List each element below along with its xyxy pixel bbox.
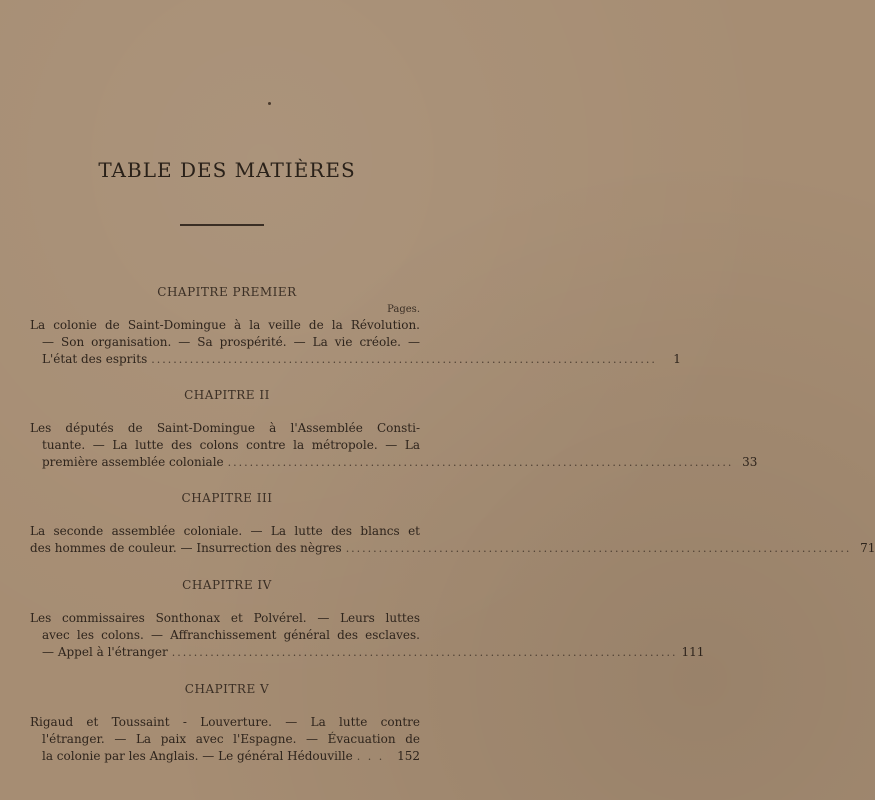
entry-line: l'étranger. — La paix avec l'Espagne. — Évacuation de bbox=[42, 732, 420, 746]
ink-speck bbox=[268, 102, 271, 105]
entry-line: La seconde assemblée coloniale. — La lutte des blancs et bbox=[30, 524, 420, 538]
title-rule bbox=[180, 224, 264, 226]
entry-line: Les commissaires Sonthonax et Polvérel. — Leurs luttes bbox=[30, 611, 420, 625]
page-number: 33 bbox=[742, 455, 758, 469]
page-title: TABLE DES MATIÈRES bbox=[98, 158, 356, 182]
page-number: 71 bbox=[860, 541, 875, 555]
chapter-entry bbox=[30, 317, 681, 368]
pages-column-label: Pages. bbox=[387, 304, 420, 315]
entry-line: — Appel à l'étranger bbox=[42, 645, 168, 659]
chapter-entry bbox=[30, 610, 705, 661]
chapter-heading: CHAPITRE IV bbox=[182, 578, 272, 592]
entry-last-line bbox=[30, 454, 758, 471]
chapter-heading: CHAPITRE III bbox=[181, 491, 273, 505]
entry-last-line bbox=[30, 644, 705, 661]
entry-line: avec les colons. — Affranchissement général des esclaves. bbox=[42, 628, 420, 642]
entry-line: la colonie par les Anglais. — Le général Hédouville bbox=[42, 749, 353, 763]
entry-line: première assemblée coloniale bbox=[42, 455, 224, 469]
page-number: 111 bbox=[681, 645, 705, 659]
entry-last-line bbox=[30, 540, 875, 557]
page-number: 152 bbox=[397, 749, 420, 763]
entry-line: La colonie de Saint-Domingue à la veille de la Révolution. bbox=[30, 318, 420, 332]
entry-line: Les députés de Saint-Domingue à l'Assemblée Consti- bbox=[30, 421, 420, 435]
chapter-entry bbox=[30, 420, 758, 471]
entry-last-line bbox=[30, 748, 420, 765]
entry-line: Rigaud et Toussaint - Louverture. — La lutte contre bbox=[30, 715, 420, 729]
entry-last-line bbox=[30, 351, 681, 368]
dot-leader: ............................................................................................ bbox=[227, 456, 734, 469]
chapter-heading: CHAPITRE PREMIER bbox=[157, 285, 297, 299]
page-number: 1 bbox=[673, 352, 681, 366]
dot-leader: ............................................................................................ bbox=[151, 353, 657, 366]
dot-leader: . . . bbox=[356, 750, 385, 763]
dot-leader: ............................................................................................ bbox=[171, 646, 678, 659]
entry-line: tuante. — La lutte des colons contre la métropole. — La bbox=[42, 438, 420, 452]
chapter-heading: CHAPITRE II bbox=[184, 388, 270, 402]
chapter-entry bbox=[30, 523, 875, 557]
dot-leader: ............................................................................................ bbox=[345, 542, 852, 555]
chapter-heading: CHAPITRE V bbox=[184, 682, 270, 696]
entry-line: — Son organisation. — Sa prospérité. — La vie créole. — bbox=[42, 335, 420, 349]
chapter-entry bbox=[30, 714, 420, 765]
entry-line: L'état des esprits bbox=[42, 352, 148, 366]
entry-line: des hommes de couleur. — Insurrection des nègres bbox=[30, 541, 342, 555]
